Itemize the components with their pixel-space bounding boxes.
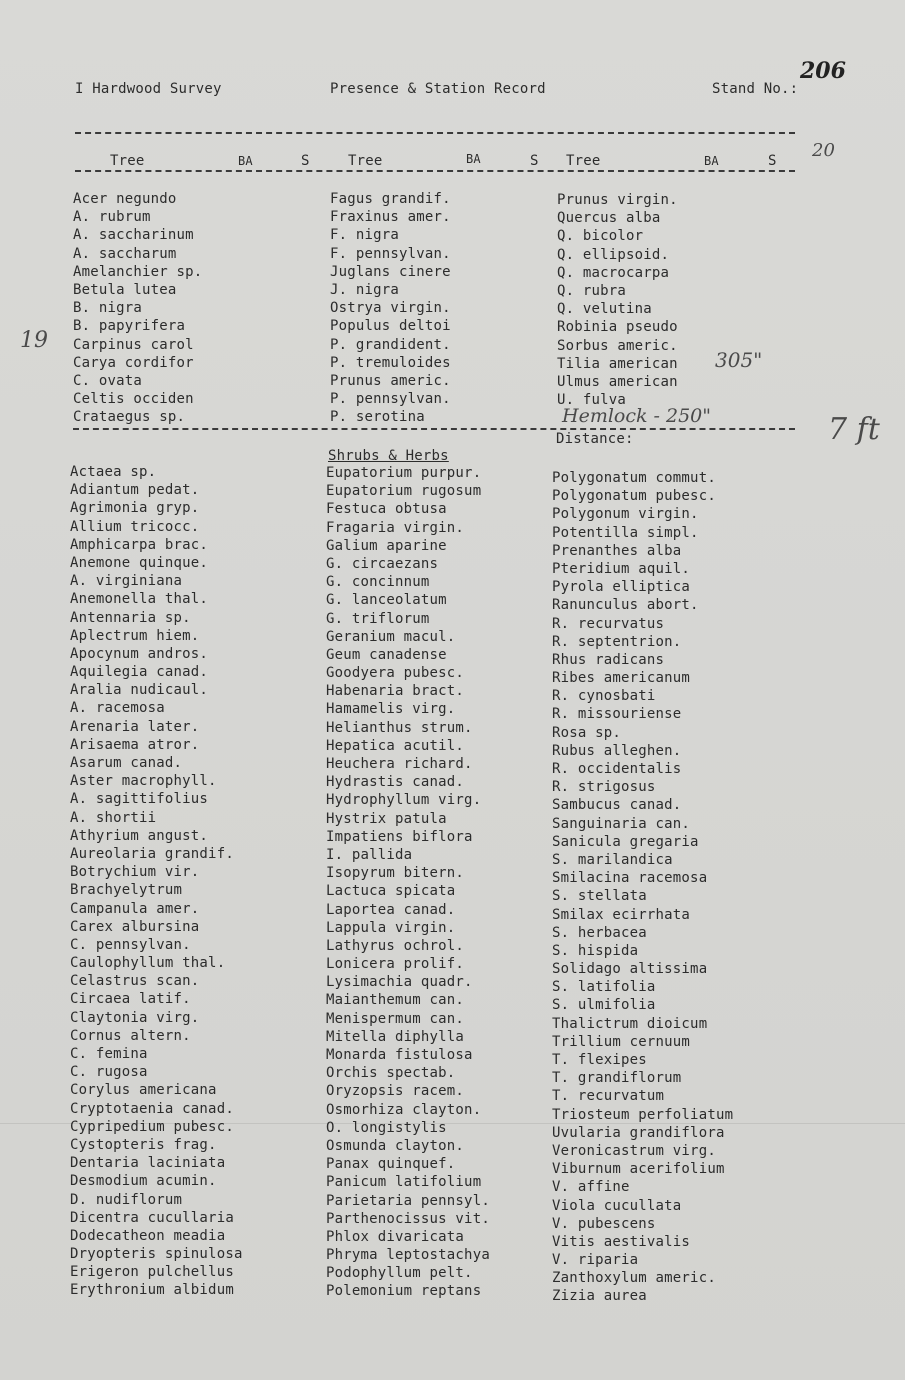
list-item: Ranunculus abort. bbox=[552, 597, 699, 614]
list-item: Prenanthes alba bbox=[552, 542, 682, 559]
list-item: Oryzopsis racem. bbox=[326, 1083, 465, 1100]
list-item: T. flexipes bbox=[552, 1052, 647, 1068]
list-item: Cryptotaenia canad. bbox=[70, 1100, 234, 1117]
list-item: Goodyera pubesc. bbox=[326, 665, 465, 682]
list-item: Phryma leptostachya bbox=[326, 1247, 490, 1264]
list-item: Robinia pseudo bbox=[557, 319, 678, 336]
list-item: Polygonatum pubesc. bbox=[552, 488, 716, 505]
list-item: P. tremuloides bbox=[330, 354, 451, 371]
list-item: Anemone quinque. bbox=[70, 554, 209, 571]
s-header-2: S bbox=[530, 153, 539, 169]
list-item: P. grandident. bbox=[330, 336, 451, 353]
list-item: Aster macrophyll. bbox=[70, 773, 217, 790]
list-item: Osmorhiza clayton. bbox=[326, 1101, 482, 1118]
list-item: Hydrophyllum virg. bbox=[326, 792, 482, 809]
list-item: Erythronium albidum bbox=[70, 1282, 234, 1299]
list-item: Sanicula gregaria bbox=[552, 833, 699, 850]
list-item: Athyrium angust. bbox=[70, 827, 209, 844]
list-item: A. saccharum bbox=[73, 245, 177, 262]
list-item: S. ulmifolia bbox=[552, 997, 656, 1014]
record-title: Presence & Station Record bbox=[330, 81, 546, 97]
list-item: A. sagittifolius bbox=[70, 791, 209, 808]
list-item: Prunus virgin. bbox=[557, 192, 678, 208]
list-item: C. pennsylvan. bbox=[70, 936, 191, 953]
list-item: A. rubrum bbox=[73, 209, 151, 226]
list-item: Botrychium vir. bbox=[70, 864, 200, 881]
list-item: Lonicera prolif. bbox=[326, 956, 465, 973]
list-item: Sambucus canad. bbox=[552, 797, 682, 814]
list-item: Fragaria virgin. bbox=[326, 519, 465, 536]
list-item: Impatiens biflora bbox=[326, 828, 473, 845]
list-item: Lathyrus ochrol. bbox=[326, 937, 465, 954]
list-item: Polygonum virgin. bbox=[552, 506, 699, 523]
list-item: Parietaria pennsyl. bbox=[326, 1192, 490, 1209]
list-item: Polemonium reptans bbox=[326, 1283, 482, 1300]
shrubs-heading: Shrubs & Herbs bbox=[328, 448, 449, 464]
list-item: Quercus alba bbox=[557, 210, 661, 227]
list-item: D. nudiflorum bbox=[70, 1191, 183, 1208]
list-item: Hydrastis canad. bbox=[326, 774, 465, 791]
list-item: B. nigra bbox=[73, 300, 143, 317]
list-item: Festuca obtusa bbox=[326, 501, 447, 518]
list-item: Pteridium aquil. bbox=[552, 560, 691, 577]
list-item: Thalictrum dioicum bbox=[552, 1015, 708, 1032]
list-item: Osmunda clayton. bbox=[326, 1137, 465, 1154]
list-item: G. concinnum bbox=[326, 574, 430, 591]
list-item: Viburnum acerifolium bbox=[552, 1161, 725, 1178]
list-item: Lysimachia quadr. bbox=[326, 974, 473, 991]
list-item: Fagus grandif. bbox=[330, 191, 451, 207]
list-item: Menispermum can. bbox=[326, 1010, 465, 1027]
herb-list-col3 bbox=[552, 469, 733, 1306]
list-item: Acer negundo bbox=[73, 191, 177, 207]
list-item: Rosa sp. bbox=[552, 724, 622, 741]
list-item: Arisaema atror. bbox=[70, 736, 200, 753]
list-item: Carya cordifor bbox=[73, 354, 194, 371]
distance-label: Distance: bbox=[556, 431, 634, 447]
tree-list-col1 bbox=[73, 190, 202, 426]
list-item: Geranium macul. bbox=[326, 628, 456, 645]
handwritten-note-top: 20 bbox=[812, 140, 835, 161]
list-item: Q. ellipsoid. bbox=[557, 246, 670, 263]
list-item: Isopyrum bitern. bbox=[326, 865, 465, 882]
list-item: F. pennsylvan. bbox=[330, 245, 451, 262]
list-item: Tilia american bbox=[557, 355, 678, 372]
list-item: Adiantum pedat. bbox=[70, 482, 200, 499]
list-item: Asarum canad. bbox=[70, 755, 183, 771]
list-item: Viola cucullata bbox=[552, 1197, 682, 1214]
list-item: C. femina bbox=[70, 1046, 148, 1062]
list-item: Celtis occiden bbox=[73, 391, 194, 408]
list-item: Potentilla simpl. bbox=[552, 524, 699, 541]
tree-list-col2 bbox=[330, 190, 451, 426]
list-item: R. septentrion. bbox=[552, 633, 682, 650]
header-rule-bottom bbox=[75, 170, 795, 172]
list-item: Anemonella thal. bbox=[70, 591, 209, 608]
list-item: P. pennsylvan. bbox=[330, 391, 451, 408]
list-item: G. circaezans bbox=[326, 555, 439, 572]
list-item: Cypripedium pubesc. bbox=[70, 1118, 234, 1135]
list-item: Ulmus american bbox=[557, 373, 678, 390]
list-item: Lappula virgin. bbox=[326, 919, 456, 936]
list-item: Zanthoxylum americ. bbox=[552, 1270, 716, 1287]
tree-header-3: Tree bbox=[566, 153, 601, 169]
tree-header-2: Tree bbox=[348, 153, 383, 169]
list-item: Crataegus sp. bbox=[73, 409, 186, 426]
list-item: Zizia aurea bbox=[552, 1288, 647, 1305]
list-item: Juglans cinere bbox=[330, 263, 451, 280]
list-item: Dryopteris spinulosa bbox=[70, 1246, 243, 1263]
paper-fold bbox=[0, 1123, 905, 1124]
list-item: Populus deltoi bbox=[330, 318, 451, 335]
ba-header-1: BA bbox=[238, 154, 253, 168]
list-item: Claytonia virg. bbox=[70, 1009, 200, 1026]
list-item: Eupatorium purpur. bbox=[326, 465, 482, 481]
list-item: G. triflorum bbox=[326, 610, 430, 627]
list-item: C. ovata bbox=[73, 372, 143, 389]
list-item: Geum canadense bbox=[326, 646, 447, 663]
list-item: S. marilandica bbox=[552, 851, 673, 868]
list-item: O. longistylis bbox=[326, 1119, 447, 1136]
list-item: Carpinus carol bbox=[73, 336, 194, 353]
list-item: Panax quinquef. bbox=[326, 1156, 456, 1173]
list-item: V. riparia bbox=[552, 1252, 639, 1269]
list-item: Habenaria bract. bbox=[326, 683, 465, 700]
list-item: Dicentra cucullaria bbox=[70, 1209, 234, 1226]
list-item: Solidago altissima bbox=[552, 961, 708, 978]
list-item: Allium tricocc. bbox=[70, 518, 200, 535]
list-item: Panicum latifolium bbox=[326, 1174, 482, 1191]
list-item: Apocynum andros. bbox=[70, 645, 209, 662]
list-item: J. nigra bbox=[330, 281, 400, 298]
list-item: Podophyllum pelt. bbox=[326, 1265, 473, 1282]
list-item: Dodecatheon meadia bbox=[70, 1227, 226, 1244]
list-item: Campanula amer. bbox=[70, 900, 200, 917]
list-item: Triosteum perfoliatum bbox=[552, 1106, 734, 1123]
ba-header-3: BA bbox=[704, 154, 719, 168]
list-item: Hystrix patula bbox=[326, 810, 447, 827]
list-item: R. recurvatus bbox=[552, 615, 665, 632]
list-item: Phlox divaricata bbox=[326, 1228, 465, 1245]
list-item: Laportea canad. bbox=[326, 901, 456, 918]
survey-title: I Hardwood Survey bbox=[75, 81, 222, 97]
list-item: Sanguinaria can. bbox=[552, 815, 691, 832]
list-item: Rhus radicans bbox=[552, 651, 665, 668]
list-item: T. recurvatum bbox=[552, 1088, 665, 1105]
list-item: R. missouriense bbox=[552, 706, 682, 723]
list-item: A. racemosa bbox=[70, 700, 165, 717]
list-item: Q. rubra bbox=[557, 282, 627, 299]
list-item: Circaea latif. bbox=[70, 991, 191, 1008]
list-item: Heuchera richard. bbox=[326, 756, 473, 772]
list-item: S. herbacea bbox=[552, 924, 647, 941]
list-item: Vitis aestivalis bbox=[552, 1233, 691, 1250]
ba-header-2: BA bbox=[466, 152, 481, 166]
list-item: Arenaria later. bbox=[70, 718, 200, 735]
list-item: Caulophyllum thal. bbox=[70, 955, 226, 972]
handwritten-note-margin: 19 bbox=[20, 328, 48, 353]
s-header-1: S bbox=[301, 153, 310, 169]
list-item: Uvularia grandiflora bbox=[552, 1124, 725, 1141]
list-item: Brachyelytrum bbox=[70, 882, 183, 899]
tree-section-rule bbox=[73, 428, 795, 430]
list-item: Monarda fistulosa bbox=[326, 1047, 473, 1063]
list-item: Galium aparine bbox=[326, 537, 447, 554]
list-item: Actaea sp. bbox=[70, 464, 157, 480]
list-item: Corylus americana bbox=[70, 1082, 217, 1099]
list-item: B. papyrifera bbox=[73, 318, 186, 335]
tree-list-col3 bbox=[557, 191, 678, 409]
list-item: A. virginiana bbox=[70, 573, 183, 590]
list-item: Desmodium acumin. bbox=[70, 1173, 217, 1190]
handwritten-tilia-note: 305" bbox=[715, 348, 763, 372]
list-item: Polygonatum commut. bbox=[552, 470, 716, 486]
list-item: Dentaria laciniata bbox=[70, 1155, 226, 1172]
list-item: Lactuca spicata bbox=[326, 883, 456, 900]
list-item: Amelanchier sp. bbox=[73, 263, 203, 280]
list-item: Pyrola elliptica bbox=[552, 579, 691, 596]
handwritten-hemlock-note: Hemlock - 250" bbox=[562, 405, 712, 427]
list-item: Cystopteris frag. bbox=[70, 1136, 217, 1153]
list-item: Agrimonia gryp. bbox=[70, 500, 200, 517]
stand-number: 206 bbox=[800, 58, 846, 84]
list-item: Carex albursina bbox=[70, 918, 200, 935]
list-item: Antennaria sp. bbox=[70, 609, 191, 626]
list-item: Parthenocissus vit. bbox=[326, 1210, 490, 1227]
list-item: V. affine bbox=[552, 1179, 630, 1196]
list-item: V. pubescens bbox=[552, 1215, 656, 1232]
list-item: Aureolaria grandif. bbox=[70, 845, 234, 862]
list-item: Ribes americanum bbox=[552, 670, 691, 687]
list-item: I. pallida bbox=[326, 846, 413, 863]
list-item: Aralia nudicaul. bbox=[70, 682, 209, 699]
herb-list-col1 bbox=[70, 463, 243, 1300]
list-item: Cornus altern. bbox=[70, 1027, 191, 1044]
list-item: S. hispida bbox=[552, 942, 639, 959]
list-item: Sorbus americ. bbox=[557, 337, 678, 354]
list-item: Mitella diphylla bbox=[326, 1028, 465, 1045]
list-item: Prunus americ. bbox=[330, 372, 451, 389]
list-item: Smilax ecirrhata bbox=[552, 906, 691, 923]
list-item: U. fulva bbox=[557, 392, 627, 409]
list-item: C. rugosa bbox=[70, 1064, 148, 1081]
list-item: Trillium cernuum bbox=[552, 1033, 691, 1050]
list-item: P. serotina bbox=[330, 409, 425, 426]
stand-label: Stand No.: bbox=[712, 81, 799, 97]
list-item: Q. bicolor bbox=[557, 228, 644, 245]
list-item: A. saccharinum bbox=[73, 227, 194, 244]
list-item: Aquilegia canad. bbox=[70, 664, 209, 681]
list-item: G. lanceolatum bbox=[326, 592, 447, 609]
list-item: R. strigosus bbox=[552, 779, 656, 796]
list-item: Eupatorium rugosum bbox=[326, 483, 482, 500]
list-item: Orchis spectab. bbox=[326, 1065, 456, 1082]
list-item: Maianthemum can. bbox=[326, 992, 465, 1009]
handwritten-far-right-note: 7 ft bbox=[828, 412, 880, 447]
list-item: Ostrya virgin. bbox=[330, 300, 451, 317]
list-item: T. grandiflorum bbox=[552, 1070, 682, 1087]
list-item: Rubus alleghen. bbox=[552, 742, 682, 759]
list-item: F. nigra bbox=[330, 227, 400, 244]
header-rule-top bbox=[75, 132, 795, 134]
list-item: Fraxinus amer. bbox=[330, 209, 451, 226]
list-item: Erigeron pulchellus bbox=[70, 1264, 234, 1281]
list-item: Amphicarpa brac. bbox=[70, 536, 209, 553]
list-item: S. stellata bbox=[552, 888, 647, 905]
s-header-3: S bbox=[768, 153, 777, 169]
list-item: S. latifolia bbox=[552, 979, 656, 996]
list-item: Celastrus scan. bbox=[70, 973, 200, 990]
list-item: Q. velutina bbox=[557, 301, 652, 318]
list-item: Hepatica acutil. bbox=[326, 737, 465, 754]
list-item: Helianthus strum. bbox=[326, 719, 473, 736]
list-item: Q. macrocarpa bbox=[557, 264, 670, 281]
list-item: R. cynosbati bbox=[552, 688, 656, 705]
list-item: Smilacina racemosa bbox=[552, 870, 708, 887]
list-item: R. occidentalis bbox=[552, 761, 682, 777]
herb-list-col2 bbox=[326, 464, 490, 1301]
list-item: Veronicastrum virg. bbox=[552, 1142, 716, 1159]
tree-header-1: Tree bbox=[110, 153, 145, 169]
list-item: Aplectrum hiem. bbox=[70, 627, 200, 644]
list-item: Hamamelis virg. bbox=[326, 701, 456, 718]
list-item: Betula lutea bbox=[73, 281, 177, 298]
list-item: A. shortii bbox=[70, 809, 157, 826]
